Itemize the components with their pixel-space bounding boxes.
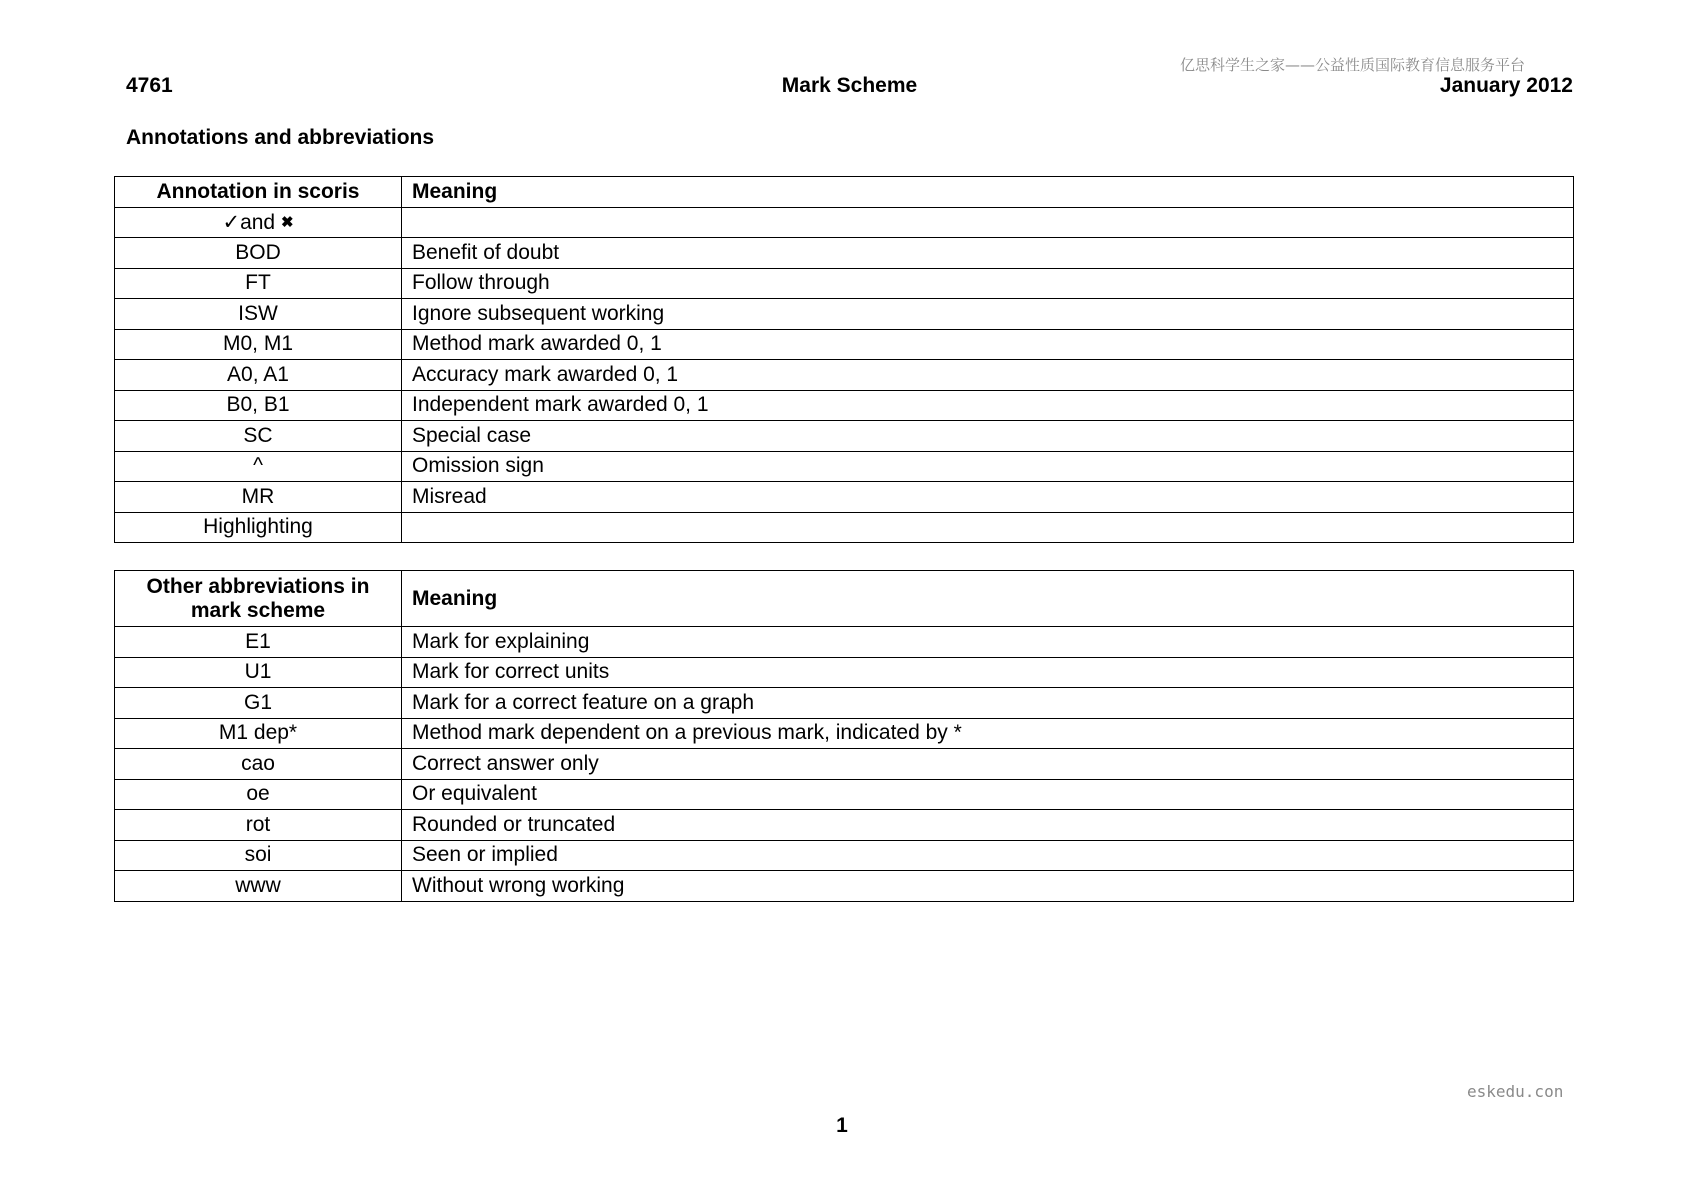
code-cell: A0, A1 <box>115 360 402 391</box>
other-abbreviations-table <box>114 570 1574 902</box>
table-row <box>115 512 1574 543</box>
meaning-cell: Rounded or truncated <box>402 810 1574 841</box>
meaning-cell: Method mark dependent on a previous mark, indicated by * <box>402 718 1574 749</box>
column-header-annotation: Annotation in scoris <box>115 177 402 208</box>
meaning-cell: Without wrong working <box>402 871 1574 902</box>
table-row <box>115 627 1574 658</box>
table-row <box>115 238 1574 269</box>
meaning-cell: Method mark awarded 0, 1 <box>402 329 1574 360</box>
meaning-cell: Accuracy mark awarded 0, 1 <box>402 360 1574 391</box>
meaning-cell: Correct answer only <box>402 749 1574 780</box>
table-row <box>115 840 1574 871</box>
code-cell: www <box>115 871 402 902</box>
code-cell: E1 <box>115 627 402 658</box>
table-row <box>115 451 1574 482</box>
code-cell: soi <box>115 840 402 871</box>
meaning-cell: Misread <box>402 482 1574 513</box>
table-header-row <box>115 177 1574 208</box>
exam-session: January 2012 <box>1439 74 1573 97</box>
code-cell: cao <box>115 749 402 780</box>
column-header-meaning: Meaning <box>402 571 1574 627</box>
table-header-row <box>115 571 1574 627</box>
code-cell: U1 <box>115 657 402 688</box>
document-title: Mark Scheme <box>781 74 918 97</box>
tick-cross-connector: and <box>240 210 276 234</box>
table-row <box>115 299 1574 330</box>
meaning-cell: Independent mark awarded 0, 1 <box>402 390 1574 421</box>
meaning-cell: Mark for explaining <box>402 627 1574 658</box>
column-header-abbreviation: Other abbreviations in mark scheme <box>115 571 402 627</box>
table-row <box>115 390 1574 421</box>
code-cell: FT <box>115 268 402 299</box>
code-cell: SC <box>115 421 402 452</box>
code-cell: G1 <box>115 688 402 719</box>
table-row <box>115 657 1574 688</box>
meaning-cell: Mark for correct units <box>402 657 1574 688</box>
paper-code: 4761 <box>126 74 173 97</box>
table-row <box>115 207 1574 238</box>
watermark-bottom: eskedu.con <box>1467 1082 1564 1101</box>
section-heading: Annotations and abbreviations <box>126 126 435 149</box>
watermark-top: 亿思科学生之家——公益性质国际教育信息服务平台 <box>1180 56 1526 74</box>
meaning-cell <box>402 207 1574 238</box>
meaning-cell: Omission sign <box>402 451 1574 482</box>
code-cell: M0, M1 <box>115 329 402 360</box>
code-cell: BOD <box>115 238 402 269</box>
cross-icon: ✖ <box>280 213 294 231</box>
code-cell: ISW <box>115 299 402 330</box>
code-cell: MR <box>115 482 402 513</box>
annotations-table <box>114 176 1574 543</box>
page-header <box>126 74 1573 100</box>
column-header-meaning: Meaning <box>402 177 1574 208</box>
code-cell: Highlighting <box>115 512 402 543</box>
meaning-cell: Follow through <box>402 268 1574 299</box>
meaning-cell: Seen or implied <box>402 840 1574 871</box>
table-row <box>115 810 1574 841</box>
code-cell: B0, B1 <box>115 390 402 421</box>
code-cell: oe <box>115 779 402 810</box>
tick-icon: ✓ <box>222 210 241 234</box>
table-row <box>115 329 1574 360</box>
table-row <box>115 268 1574 299</box>
table-row <box>115 871 1574 902</box>
table-row <box>115 779 1574 810</box>
code-cell: M1 dep* <box>115 718 402 749</box>
meaning-cell: Or equivalent <box>402 779 1574 810</box>
table-row <box>115 360 1574 391</box>
code-cell: ^ <box>115 451 402 482</box>
meaning-cell: Ignore subsequent working <box>402 299 1574 330</box>
page-number: 1 <box>836 1114 848 1137</box>
tick-and-cross-cell <box>115 207 402 238</box>
table-row <box>115 749 1574 780</box>
table-row <box>115 688 1574 719</box>
meaning-cell: Benefit of doubt <box>402 238 1574 269</box>
meaning-cell: Mark for a correct feature on a graph <box>402 688 1574 719</box>
meaning-cell <box>402 512 1574 543</box>
table-row <box>115 421 1574 452</box>
table-row <box>115 482 1574 513</box>
meaning-cell: Special case <box>402 421 1574 452</box>
code-cell: rot <box>115 810 402 841</box>
table-row <box>115 718 1574 749</box>
